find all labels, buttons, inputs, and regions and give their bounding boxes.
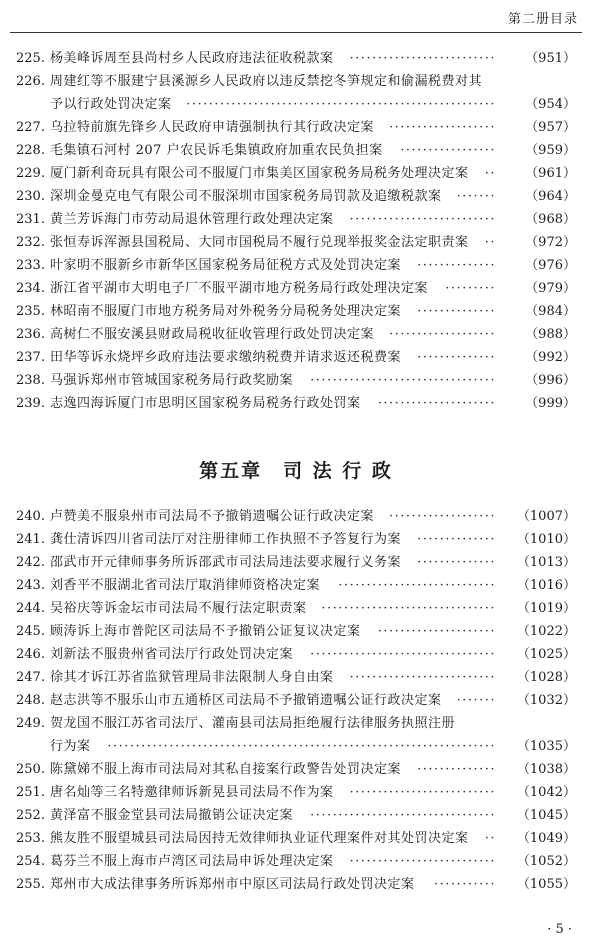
entry-number: 248.	[16, 693, 45, 708]
toc-entry	[0, 70, 592, 116]
entry-title: 田华等诉永烧坪乡政府违法要求缴纳税费并请求返还税费案	[50, 350, 402, 365]
entry-page-number: （951）	[525, 51, 576, 66]
entry-title: 叶家明不服新乡市新华区国家税务局征税方式及处罚决定案	[50, 258, 402, 273]
entry-page-number: （1045）	[516, 808, 576, 823]
entry-number: 231.	[16, 212, 45, 227]
entry-page-number: （1052）	[516, 854, 576, 869]
toc-entry	[0, 873, 592, 896]
entry-number: 249.	[16, 716, 45, 731]
dot-leader: ··	[484, 235, 496, 250]
entry-number: 230.	[16, 189, 45, 204]
toc-entry	[0, 781, 592, 804]
toc-entry	[0, 712, 592, 758]
entry-title: 刘新法不服贵州省司法厅行政处罚决定案	[50, 647, 294, 662]
entry-page-number: （1055）	[516, 877, 576, 892]
entry-title: 徐其才诉江苏省监狱管理局非法限制人身自由案	[50, 670, 334, 685]
toc-entry	[0, 277, 592, 300]
dot-leader: ···········	[434, 877, 496, 892]
entry-number: 255.	[16, 877, 45, 892]
toc-entry	[0, 392, 592, 415]
dot-leader: ··························	[349, 854, 496, 869]
toc-entry	[0, 597, 592, 620]
dot-leader: ·····················	[377, 396, 496, 411]
entry-page-number: （976）	[525, 258, 576, 273]
toc-entry	[0, 689, 592, 712]
toc-entry	[0, 643, 592, 666]
entry-number: 245.	[16, 624, 45, 639]
entry-number: 246.	[16, 647, 45, 662]
toc-entry	[0, 346, 592, 369]
entry-title: 深圳金曼克电气有限公司不服深圳市国家税务局罚款及追缴税款案	[50, 189, 442, 204]
entry-title: 志逸四海诉厦门市思明区国家税务局税务行政处罚案	[50, 396, 361, 411]
entry-number: 239.	[16, 396, 45, 411]
dot-leader: ·································	[310, 808, 496, 823]
toc-entry	[0, 139, 592, 162]
dot-leader: ··············	[417, 350, 496, 365]
dot-leader: ··························	[349, 785, 496, 800]
dot-leader: ·································	[310, 373, 496, 388]
entry-number: 238.	[16, 373, 45, 388]
entry-page-number: （1032）	[516, 693, 576, 708]
entry-number: 243.	[16, 578, 45, 593]
entry-title-continued: 予以行政处罚决定案	[50, 97, 172, 112]
entry-title: 张恒寿诉浑源县国税局、大同市国税局不履行兑现举报奖金法定职责案	[50, 235, 469, 250]
entry-title: 毛集镇石河村 207 户农民诉毛集镇政府加重农民负担案	[50, 143, 383, 158]
toc-section-judicial-administration	[0, 505, 592, 896]
entry-number: 244.	[16, 601, 45, 616]
dot-leader: ·····················	[377, 624, 496, 639]
dot-leader: ··············	[417, 555, 496, 570]
entry-title: 杨美峰诉周至县尚村乡人民政府违法征收税款案	[50, 51, 334, 66]
dot-leader: ···················	[388, 120, 496, 135]
dot-leader: ··············	[417, 532, 496, 547]
entry-page-number: （1013）	[516, 555, 576, 570]
entry-number: 240.	[16, 509, 45, 524]
entry-title: 熊友胜不服望城县司法局因持无效律师执业证代理案件对其处罚决定案	[50, 831, 469, 846]
entry-title: 唐名灿等三名特邀律师诉新晃县司法局不作为案	[50, 785, 334, 800]
toc-entry	[0, 300, 592, 323]
entry-number: 247.	[16, 670, 45, 685]
entry-page-number: （954）	[525, 97, 576, 112]
toc-entry	[0, 758, 592, 781]
entry-title: 赵志洪等不服乐山市五通桥区司法局不予撤销遗嘱公证行政决定案	[50, 693, 442, 708]
entry-title: 贺龙国不服江苏省司法厅、灌南县司法局拒绝履行法律服务执照注册	[50, 716, 456, 731]
entry-number: 241.	[16, 532, 45, 547]
entry-page-number: （1010）	[516, 532, 576, 547]
toc-entry	[0, 827, 592, 850]
toc-entry	[0, 208, 592, 231]
entry-title: 厦门新利奇玩具有限公司不服厦门市集美区国家税务局税务处理决定案	[50, 166, 469, 181]
entry-title: 乌拉特前旗先锋乡人民政府申请强制执行其行政决定案	[50, 120, 375, 135]
dot-leader: ·················	[400, 143, 496, 158]
dot-leader: ·································	[310, 647, 496, 662]
dot-leader: ··············	[417, 762, 496, 777]
dot-leader: ·······························	[321, 601, 496, 616]
entry-title: 龚仕清诉四川省司法厅对注册律师工作执照不予答复行为案	[50, 532, 402, 547]
entry-page-number: （1028）	[516, 670, 576, 685]
dot-leader: ··············	[417, 258, 496, 273]
dot-leader: ··························	[349, 212, 496, 227]
running-title: 第二册目录	[507, 12, 578, 27]
entry-title: 浙江省平湖市大明电子厂不服平湖市地方税务局行政处理决定案	[50, 281, 429, 296]
entry-title: 陈黛娣不服上海市司法局对其私自接案行政警告处罚决定案	[50, 762, 402, 777]
entry-page-number: （1019）	[516, 601, 576, 616]
dot-leader: ·······	[456, 189, 496, 204]
entry-title: 卢赞美不服泉州市司法局不予撤销遗嘱公证行政决定案	[50, 509, 375, 524]
entry-page-number: （1025）	[516, 647, 576, 662]
entry-title: 林昭南不服厦门市地方税务局对外税务分局税务处理决定案	[50, 304, 402, 319]
entry-number: 252.	[16, 808, 45, 823]
dot-leader: ·······	[456, 693, 496, 708]
entry-title: 顾涛诉上海市普陀区司法局不予撤销公证复议决定案	[50, 624, 361, 639]
running-header	[0, 0, 592, 36]
dot-leader: ·······················································	[186, 97, 496, 112]
dot-leader: ·····································································	[107, 739, 496, 754]
toc-entry	[0, 551, 592, 574]
dot-leader: ··············	[417, 304, 496, 319]
entry-title: 邵武市开元律师事务所诉邵武市司法局违法要求履行义务案	[50, 555, 402, 570]
entry-title: 葛芬兰不服上海市卢湾区司法局申诉处理决定案	[50, 854, 334, 869]
toc-entry	[0, 850, 592, 873]
entry-page-number: （1049）	[516, 831, 576, 846]
entry-title: 吴裕庆等诉金坛市司法局不履行法定职责案	[50, 601, 307, 616]
entry-page-number: （1038）	[516, 762, 576, 777]
entry-page-number: （964）	[525, 189, 576, 204]
entry-number: 226.	[16, 74, 45, 89]
toc-entry	[0, 620, 592, 643]
entry-number: 235.	[16, 304, 45, 319]
entry-page-number: （988）	[525, 327, 576, 342]
dot-leader: ·········	[445, 281, 496, 296]
entry-page-number: （972）	[525, 235, 576, 250]
chapter-heading: 第五章 司 法 行 政	[199, 460, 393, 482]
entry-title: 郑州市大成法律事务所诉郑州市中原区司法局行政处罚决定案	[50, 877, 415, 892]
dot-leader: ···················	[388, 509, 496, 524]
toc-entry	[0, 185, 592, 208]
entry-page-number: （959）	[525, 143, 576, 158]
entry-page-number: （999）	[525, 396, 576, 411]
entry-number: 233.	[16, 258, 45, 273]
entry-page-number: （992）	[525, 350, 576, 365]
dot-leader: ··	[484, 831, 496, 846]
toc-entry	[0, 804, 592, 827]
header-rule	[10, 32, 582, 33]
page-number: · 5 ·	[547, 922, 572, 937]
entry-number: 227.	[16, 120, 45, 135]
dot-leader: ····························	[338, 578, 496, 593]
entry-title: 马强诉郑州市管城国家税务局行政奖励案	[50, 373, 294, 388]
toc-entry	[0, 574, 592, 597]
toc-entry	[0, 47, 592, 70]
entry-page-number: （968）	[525, 212, 576, 227]
toc-entry	[0, 528, 592, 551]
entry-page-number: （961）	[525, 166, 576, 181]
dot-leader: ···················	[388, 327, 496, 342]
dot-leader: ··························	[349, 51, 496, 66]
entry-number: 236.	[16, 327, 45, 342]
entry-page-number: （1022）	[516, 624, 576, 639]
entry-number: 234.	[16, 281, 45, 296]
entry-page-number: （1007）	[516, 509, 576, 524]
entry-number: 228.	[16, 143, 45, 158]
entry-title: 刘香平不服湖北省司法厅取消律师资格决定案	[50, 578, 321, 593]
toc-entry	[0, 162, 592, 185]
toc-entry	[0, 666, 592, 689]
entry-number: 225.	[16, 51, 45, 66]
entry-number: 254.	[16, 854, 45, 869]
entry-number: 253.	[16, 831, 45, 846]
entry-page-number: （996）	[525, 373, 576, 388]
toc-entry	[0, 254, 592, 277]
toc-entry	[0, 116, 592, 139]
entry-number: 250.	[16, 762, 45, 777]
entry-title: 高树仁不服安溪县财政局税收征收管理行政处罚决定案	[50, 327, 375, 342]
entry-number: 251.	[16, 785, 45, 800]
entry-number: 237.	[16, 350, 45, 365]
entry-page-number: （984）	[525, 304, 576, 319]
entry-title: 黄泽富不服金堂县司法局撤销公证决定案	[50, 808, 294, 823]
entry-number: 232.	[16, 235, 45, 250]
entry-page-number: （957）	[525, 120, 576, 135]
entry-number: 229.	[16, 166, 45, 181]
entry-number: 242.	[16, 555, 45, 570]
toc-section-tax	[0, 47, 592, 415]
entry-page-number: （1042）	[516, 785, 576, 800]
entry-page-number: （1016）	[516, 578, 576, 593]
dot-leader: ··	[484, 166, 496, 181]
dot-leader: ··························	[349, 670, 496, 685]
toc-entry	[0, 369, 592, 392]
entry-title: 黄兰芳诉海门市劳动局退休管理行政处理决定案	[50, 212, 334, 227]
entry-page-number: （979）	[525, 281, 576, 296]
toc-entry	[0, 231, 592, 254]
entry-title-continued: 行为案	[50, 739, 91, 754]
toc-entry	[0, 323, 592, 346]
entry-title: 周建红等不服建宁县溪源乡人民政府以违反禁挖冬笋规定和偷漏税费对其	[50, 74, 483, 89]
toc-entry	[0, 505, 592, 528]
entry-page-number: （1035）	[516, 739, 576, 754]
